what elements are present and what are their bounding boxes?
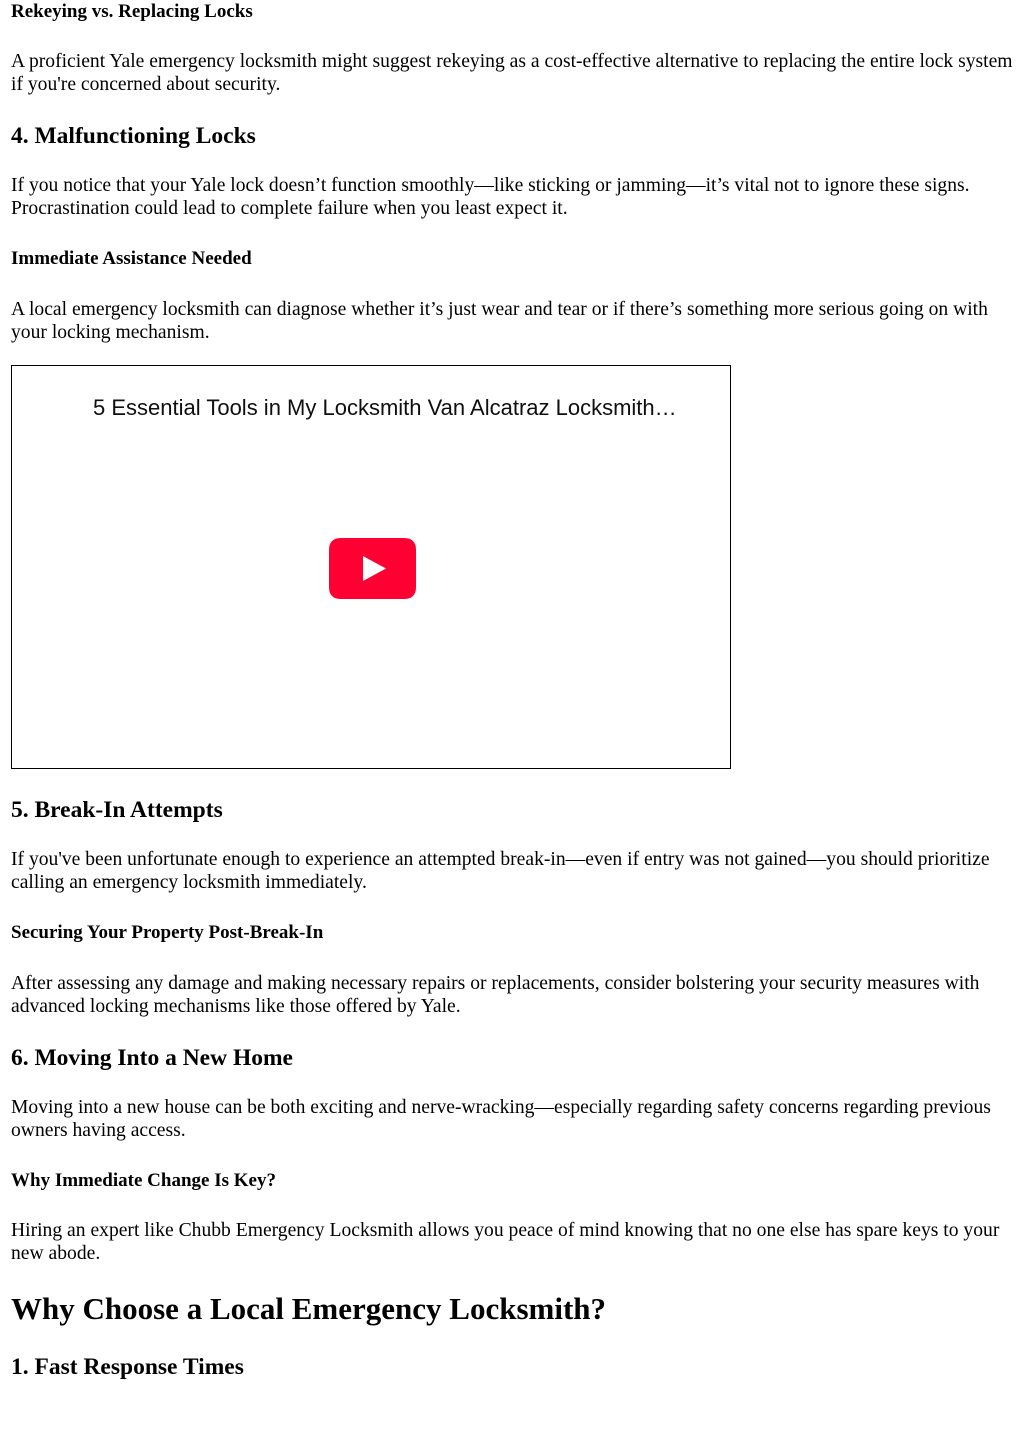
- paragraph-malfunctioning-locks: If you notice that your Yale lock doesn’t function smoothly—like sticking or jamming—it’s vital not to ignore these signs. Procrastination could lead to complete failure when you least expect it.: [11, 175, 970, 219]
- video-play-button[interactable]: [329, 538, 416, 599]
- heading-moving-new-home: 6. Moving Into a New Home: [11, 1045, 293, 1071]
- heading-malfunctioning-locks: 4. Malfunctioning Locks: [11, 123, 256, 149]
- paragraph-moving-new-home: Moving into a new house can be both exciting and nerve-wracking—especially regarding safety concerns regarding previous owners having access.: [11, 1097, 991, 1141]
- paragraph-immediate-change: Hiring an expert like Chubb Emergency Locksmith allows you peace of mind knowing that no one else has spare keys to your new abode.: [11, 1220, 1000, 1264]
- paragraph-securing-property: After assessing any damage and making necessary repairs or replacements, consider bolstering your security measures with advanced locking mechanisms like those offered by Yale.: [11, 973, 980, 1017]
- paragraph-rekeying: A proficient Yale emergency locksmith might suggest rekeying as a cost-effective alternative to replacing the entire lock system if you're concerned about security.: [11, 51, 1013, 95]
- video-title[interactable]: 5 Essential Tools in My Locksmith Van Alcatraz Locksmith…: [93, 395, 677, 420]
- paragraph-immediate-assistance: A local emergency locksmith can diagnose whether it’s just wear and tear or if there’s something more serious going on with your locking mechanism.: [11, 299, 988, 343]
- heading-fast-response-times: 1. Fast Response Times: [11, 1354, 244, 1380]
- paragraph-break-in-attempts: If you've been unfortunate enough to experience an attempted break-in—even if entry was not gained—you should prioritize calling an emergency locksmith immediately.: [11, 849, 990, 893]
- video-embed[interactable]: [11, 365, 731, 769]
- subheading-securing-property: Securing Your Property Post-Break-In: [11, 922, 324, 943]
- subheading-immediate-change: Why Immediate Change Is Key?: [11, 1170, 276, 1191]
- subheading-rekeying: Rekeying vs. Replacing Locks: [11, 1, 253, 22]
- subheading-immediate-assistance: Immediate Assistance Needed: [11, 248, 252, 269]
- heading-break-in-attempts: 5. Break-In Attempts: [11, 797, 223, 823]
- heading-why-choose-local: Why Choose a Local Emergency Locksmith?: [11, 1291, 607, 1326]
- youtube-play-icon: [329, 538, 416, 599]
